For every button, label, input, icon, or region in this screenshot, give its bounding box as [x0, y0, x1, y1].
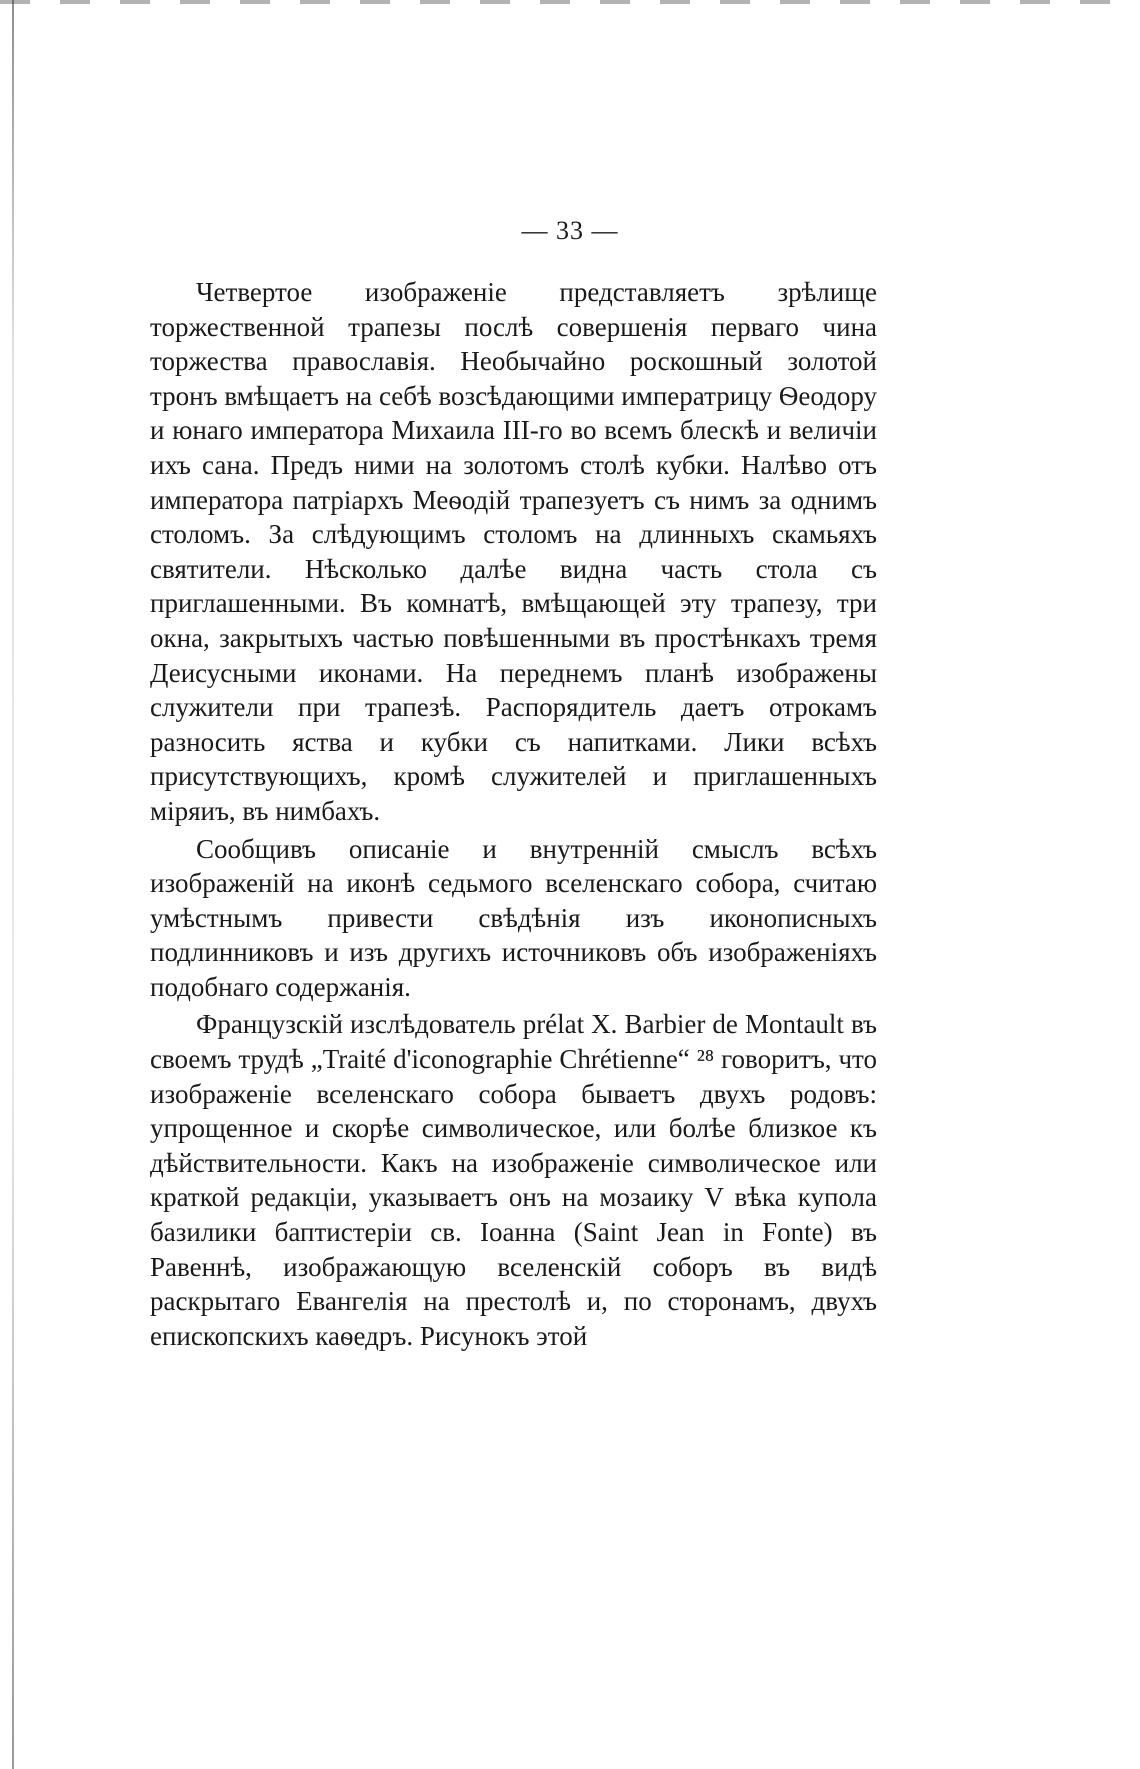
page-number: — 33 — [521, 216, 619, 245]
paragraph-3: Французскій изслѣдователь prélat X. Barbier de Montault въ своемъ трудѣ „Traité d'iconographie Chrétienne“ ²⁸ говоритъ, что изображеніе вселенскаго собора бываетъ двухъ родовъ: упрощенное и скорѣе символическое, или болѣе близкое къ дѣйствительности. Какъ на изображеніе символическое или краткой редакціи, указываетъ онъ на мозаику V вѣка купола базилики баптистеріи св. Іоанна (Saint Jean in Fonte) въ Равеннѣ, изображающую вселенскій соборъ въ видѣ раскрытаго Евангелія на престолѣ и, по сторонамъ, двухъ епископскихъ каѳедръ. Рисунокъ этой [150, 1009, 877, 1351]
scan-left-edge [12, 0, 14, 1769]
paragraph-1: Четвертое изображеніе представляетъ зрѣлище торжественной трапезы послѣ совершенія перваго чина торжества православія. Необычайно роскошный золотой тронъ вмѣщаетъ на себѣ возсѣдающими императрицу Ѳеодору и юнаго императора Михаила III-го во всемъ блескѣ и величіи ихъ сана. Предъ ними на золотомъ столѣ кубки. Налѣво отъ императора патріархъ Меѳодій трапезуетъ съ нимъ за однимъ столомъ. За слѣдующимъ столомъ на длинныхъ скамьяхъ святители. Нѣсколько далѣе видна часть стола съ приглашенными. Въ комнатѣ, вмѣщающей эту трапезу, три окна, закрытыхъ частью повѣшенными въ простѣнкахъ тремя Деисусными иконами. На переднемъ планѣ изображены служители при трапезѣ. Распорядитель даетъ отрокамъ разносить яства и кубки съ напитками. Лики всѣхъ присутствующихъ, кромѣ служителей и приглашенныхъ міряиъ, въ нимбахъ. [150, 277, 877, 826]
paragraph-2: Сообщивъ описаніе и внутренній смыслъ всѣхъ изображеній на иконѣ седьмого вселенскаго собора, считаю умѣстнымъ привести свѣдѣнія изъ иконописныхъ подлинниковъ и изъ другихъ источниковъ объ изображеніяхъ подобнаго содержанія. [150, 833, 877, 1002]
body-text [150, 275, 877, 1353]
scan-top-edge [0, 0, 1140, 4]
